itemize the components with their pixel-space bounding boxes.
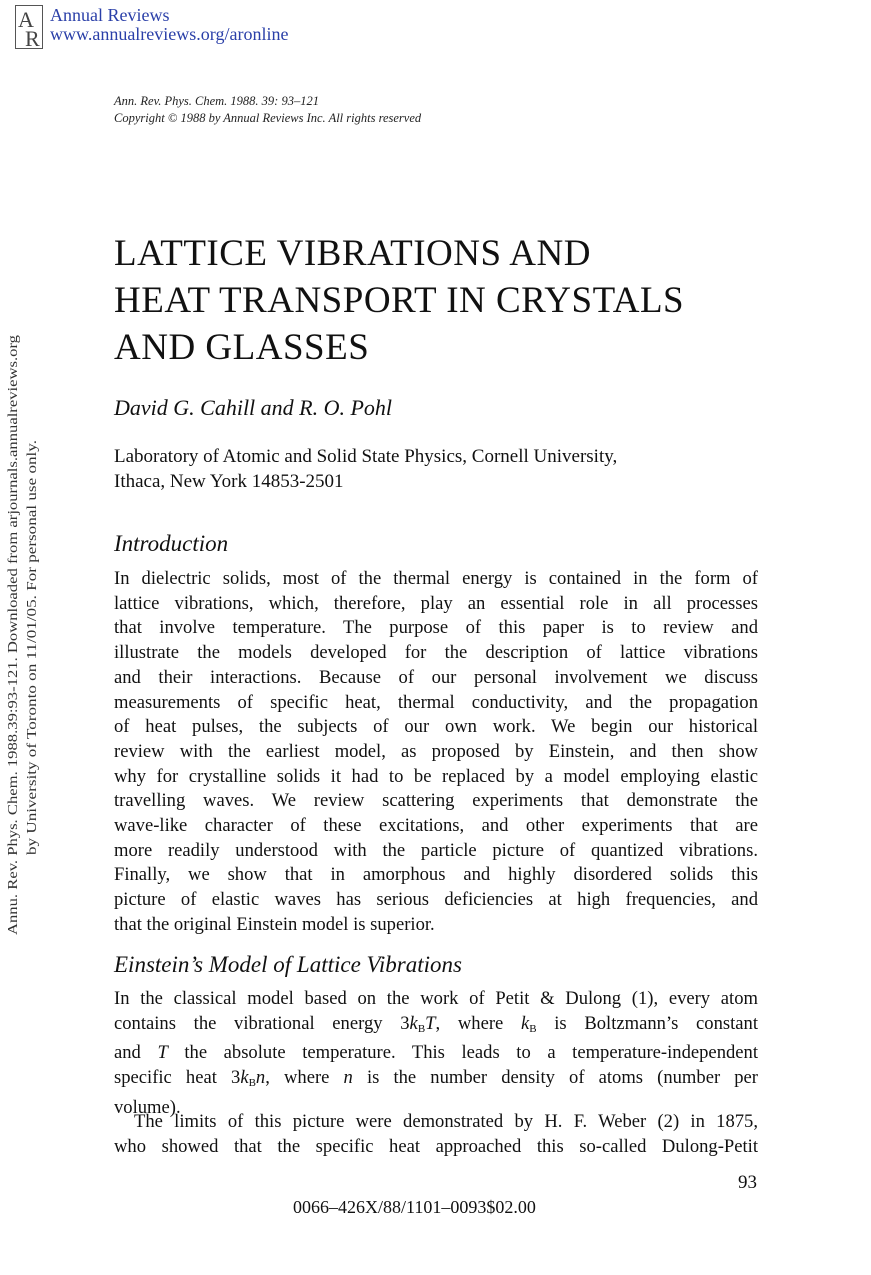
- page-number: 93: [738, 1172, 757, 1193]
- einstein-line: In the classical model based on the work of Petit & Dulong (1), every atom: [114, 988, 758, 1009]
- einstein-line: contains the vibrational energy $3k_BT$, where $k_B$ is Boltzmann’s constant: [114, 1012, 758, 1035]
- svg-text:R: R: [25, 26, 40, 49]
- authors: David G. Cahill and R. O. Pohl: [114, 395, 393, 420]
- intro-line: measurements of specific heat, thermal conductivity, and the propagation: [114, 691, 758, 713]
- einstein-model-heading: Einstein’s Model of Lattice Vibrations: [114, 952, 462, 977]
- intro-line: wave-like character of these excitations, and other experiments that are: [114, 815, 758, 837]
- title-line-2: HEAT TRANSPORT IN CRYSTALS: [114, 280, 685, 321]
- affiliation: [114, 444, 617, 494]
- einstein-paragraph-2: [114, 1110, 758, 1159]
- intro-line: illustrate the models developed for the description of lattice vibrations: [114, 642, 758, 664]
- einstein-paragraph-1: [114, 987, 758, 1121]
- citation-line-1: Ann. Rev. Phys. Chem. 1988. 39: 93–121: [114, 94, 319, 108]
- einstein-line: specific heat $3k_Bn$, where n is the number density of atoms (number per: [114, 1067, 758, 1090]
- title-line-3: AND GLASSES: [114, 327, 370, 368]
- affiliation-line-1: Laboratory of Atomic and Solid State Physics, Cornell University,: [114, 446, 618, 467]
- intro-line: travelling waves. We review scattering experiments that demonstrate the: [114, 790, 758, 812]
- intro-line: more readily understood with the particle picture of quantized vibrations.: [114, 839, 758, 861]
- online-url-link[interactable]: www.annualreviews.org/aronline: [50, 24, 289, 44]
- header-links: [50, 6, 288, 44]
- einstein-line: volume).: [114, 1096, 181, 1118]
- affiliation-line-2: Ithaca, New York 14853-2501: [114, 471, 344, 492]
- intro-line: In dielectric solids, most of the thermal energy is contained in the form of: [114, 568, 758, 589]
- annual-reviews-logo: [15, 5, 43, 49]
- article-title: [114, 230, 684, 371]
- footer-code: 0066–426X/88/1101–0093$02.00: [293, 1197, 536, 1217]
- side-note-line-1: Annu. Rev. Phys. Chem. 1988.39:93-121. Downloaded from arjournals.annualreviews.org: [6, 429, 21, 935]
- einstein-line: who showed that the specific heat approached this so-called Dulong-Petit: [114, 1135, 758, 1157]
- svg-text:A: A: [18, 7, 34, 32]
- title-line-1: LATTICE VIBRATIONS AND: [114, 233, 591, 274]
- intro-line: why for crystalline solids it had to be replaced by a model employing elastic: [114, 765, 758, 787]
- citation: [114, 93, 421, 127]
- einstein-line: and T the absolute temperature. This leads to a temperature-independent: [114, 1042, 758, 1064]
- publisher-link[interactable]: Annual Reviews: [50, 5, 170, 25]
- introduction-paragraph: [114, 567, 758, 938]
- citation-line-2: Copyright © 1988 by Annual Reviews Inc. All rights reserved: [114, 111, 422, 125]
- intro-line: Finally, we show that in amorphous and highly disordered solids this: [114, 864, 758, 886]
- intro-line: picture of elastic waves has serious deficiencies at high frequencies, and: [114, 889, 758, 911]
- intro-line: review with the earliest model, as proposed by Einstein, and then show: [114, 740, 758, 762]
- intro-line: that involve temperature. The purpose of this paper is to review and: [114, 617, 758, 639]
- introduction-heading: Introduction: [114, 531, 229, 556]
- side-note-line-2: by University of Toronto on 11/01/05. For personal use only.: [25, 515, 40, 855]
- einstein-line: The limits of this picture were demonstrated by H. F. Weber (2) in 1875,: [134, 1111, 758, 1132]
- intro-line: and their interactions. Because of our personal involvement we discuss: [114, 666, 758, 688]
- intro-line: that the original Einstein model is superior.: [114, 913, 435, 935]
- intro-line: lattice vibrations, which, therefore, play an essential role in all processes: [114, 592, 758, 614]
- intro-line: of heat pulses, the subjects of our own work. We begin our historical: [114, 716, 758, 738]
- download-side-note: [0, 330, 42, 940]
